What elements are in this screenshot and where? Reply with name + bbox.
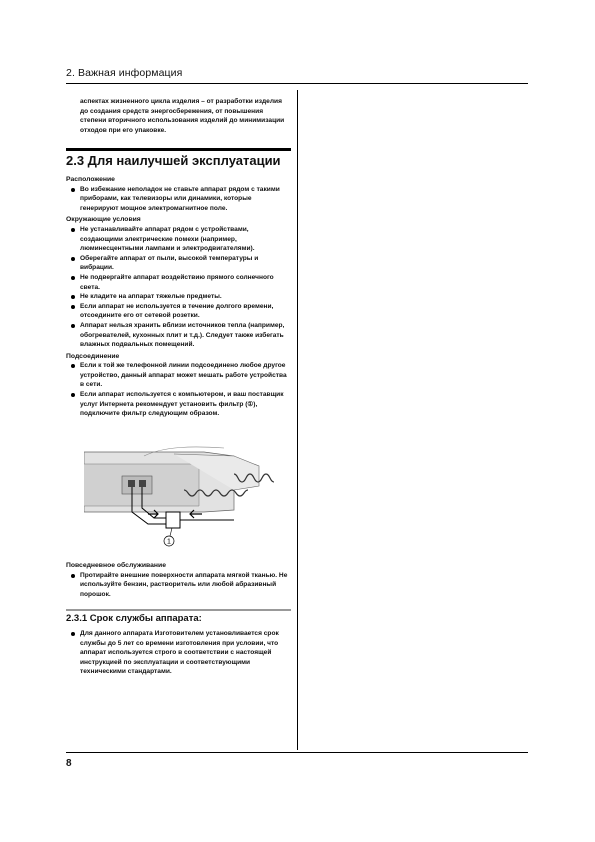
bullet-item: Для данного аппарата Изготовителем установливается срок службы до 5 лет со времени изготовления при условии, что аппарат используется строго в соответствии с настоящей инструкцией по эксплуатации и соответствующими техническими стандартами. <box>66 629 290 677</box>
maintenance-block <box>66 559 290 599</box>
group-heading: Подсоединение <box>66 352 120 360</box>
subsection-bar <box>66 609 291 611</box>
maintenance-heading: Повседневное обслуживание <box>66 562 166 569</box>
group-connection <box>66 352 290 419</box>
bullet-item: Во избежание неполадок не ставьте аппарат рядом с такими приборами, как телевизоры или динамики, которые генерируют мощное электромагнитное поле. <box>66 185 290 214</box>
filter-connection-figure <box>84 446 284 554</box>
subsection-body <box>66 629 290 677</box>
page-number: 8 <box>66 758 72 769</box>
bullet-item: Не кладите на аппарат тяжелые предметы. <box>66 292 290 302</box>
section-bar <box>66 148 291 151</box>
bullet-item: Если к той же телефонной линии подсоединено любое другое устройство, данный аппарат может мешать работе устройства в сети. <box>66 361 290 390</box>
bullet-item: Аппарат нельзя хранить вблизи источников тепла (например, обогревателей, кухонных плит и т.д.). Следует также избегать влажных подвальных помещений. <box>66 321 290 350</box>
intro-paragraph <box>66 97 290 135</box>
bullet-item: Если аппарат используется с компьютером, и ваш поставщик услуг Интернета рекомендует установить фильтр (①), подключите фильтр следующим образом. <box>66 390 290 419</box>
figure-callout: 1 <box>167 538 171 546</box>
group-heading: Окружающие условия <box>66 216 141 224</box>
group-placement <box>66 175 290 213</box>
bullet-item: Не подвергайте аппарат воздействию прямого солнечного света. <box>66 273 290 292</box>
group-heading: Расположение <box>66 176 115 183</box>
section-title: 2.3 Для наилучшей эксплуатации <box>66 153 281 168</box>
running-header: 2. Важная информация <box>66 67 183 79</box>
column-divider <box>297 90 298 750</box>
intro-text: аспектах жизненного цикла изделия – от разработки изделия до создания средств энергосбережения, от повышения степени вторичного использования изделий до минимизации отходов при его упаковке. <box>80 98 285 134</box>
subsection-title: 2.3.1 Срок службы аппарата: <box>66 613 202 624</box>
bullet-item: Оберегайте аппарат от пыли, высокой температуры и вибрации. <box>66 254 290 273</box>
header-rule <box>66 83 528 84</box>
bullet-item: Если аппарат не используется в течение долгого времени, отсоедините его от сетевой розетки. <box>66 302 290 321</box>
section-body <box>66 173 290 419</box>
bullet-item: Протирайте внешние поверхности аппарата мягкой тканью. Не используйте бензин, растворитель или любой абразивный порошок. <box>66 571 290 600</box>
group-environment <box>66 215 290 349</box>
footer-rule <box>66 752 528 753</box>
bullet-item: Не устанавливайте аппарат рядом с устройствами, создающими электрические помехи (например, люминесцентными лампами и электродвигателями). <box>66 225 290 254</box>
